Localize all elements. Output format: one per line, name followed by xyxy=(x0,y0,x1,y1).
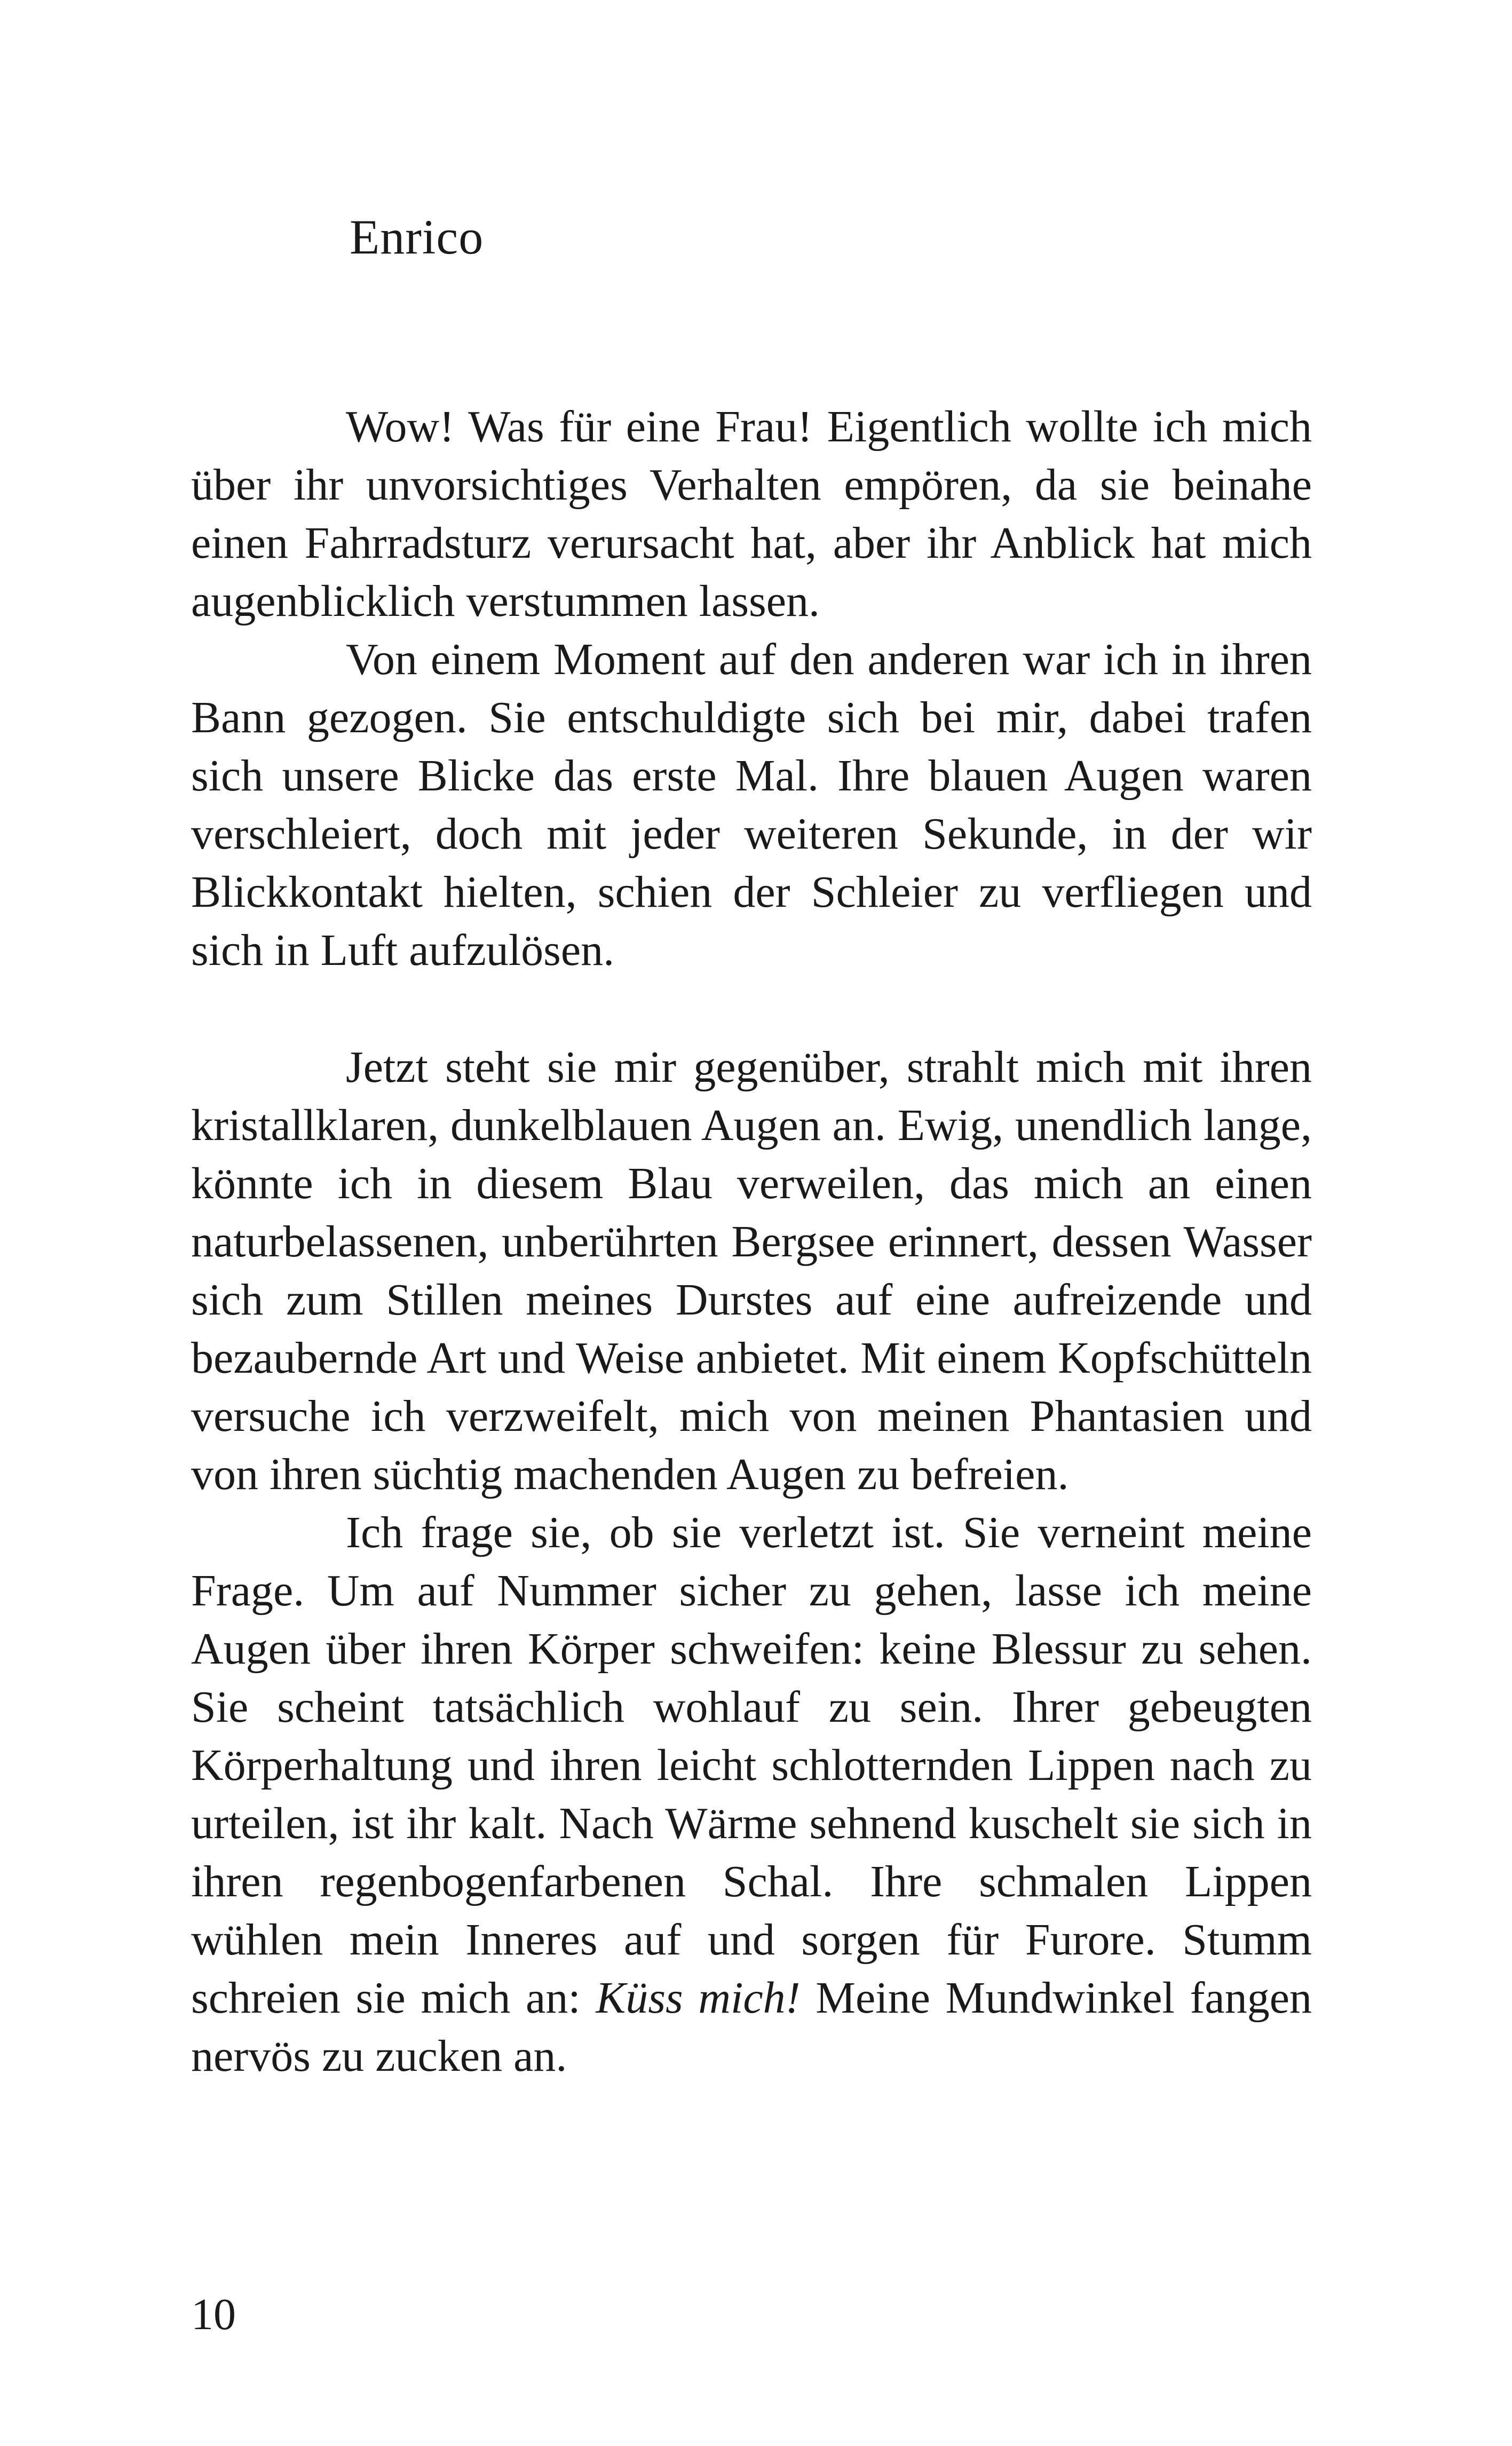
chapter-title: Enrico xyxy=(350,210,484,264)
text-section-1 xyxy=(191,398,1312,979)
page-number: 10 xyxy=(191,2290,236,2339)
text-section-2 xyxy=(191,1038,1312,2085)
paragraph-text: Ich frage sie, ob sie verletzt ist. Sie verneint meine Frage. Um auf Nummer sicher zu gehen, lasse ich meine Augen über ihren Körper schweifen: keine Blessur zu sehen. Sie scheint tatsächlich wohlauf zu sein. Ihrer gebeugten Körperhaltung und ihren leicht schlotternden Lippen nach zu urteilen, ist ihr kalt. Nach Wärme sehnend kuschelt sie sich in ihren regenbogenfarbenen Schal. Ihre schmalen Lippen wühlen mein Inneres auf und sorgen für Furore. Stumm schreien sie mich an: xyxy=(191,1508,1312,2023)
italic-phrase: Küss mich! xyxy=(596,1973,801,2023)
paragraph-text: Meine Mundwinkel fangen nervös zu zucken an. xyxy=(191,1973,1312,2081)
paragraph: Wow! Was für eine Frau! Eigentlich wollte ich mich über ihr unvorsichtiges Verhalten empören, da sie beinahe einen Fahrradsturz verursacht hat, aber ihr Anblick hat mich augenblicklich verstummen lassen. xyxy=(191,402,1312,626)
paragraph: Von einem Moment auf den anderen war ich in ihren Bann gezogen. Sie entschuldigte sich bei mir, dabei trafen sich unsere Blicke das erste Mal. Ihre blauen Augen waren verschleiert, doch mit jeder weiteren Sekunde, in der wir Blickkontakt hielten, schien der Schleier zu verfliegen und sich in Luft aufzulösen. xyxy=(191,635,1312,975)
paragraph: Jetzt steht sie mir gegenüber, strahlt mich mit ihren kristallklaren, dunkelblauen Augen an. Ewig, unendlich lange, könnte ich in diesem Blau verweilen, das mich an einen naturbelassenen, unberührten Bergsee erinnert, dessen Wasser sich zum Stillen meines Durstes auf eine aufreizende und bezaubernde Art und Weise anbietet. Mit einem Kopfschütteln versuche ich verzweifelt, mich von meinen Phantasien und von ihren süchtig machenden Augen zu befreien. xyxy=(191,1042,1312,1499)
paragraph-with-emphasis xyxy=(191,1503,1312,2085)
